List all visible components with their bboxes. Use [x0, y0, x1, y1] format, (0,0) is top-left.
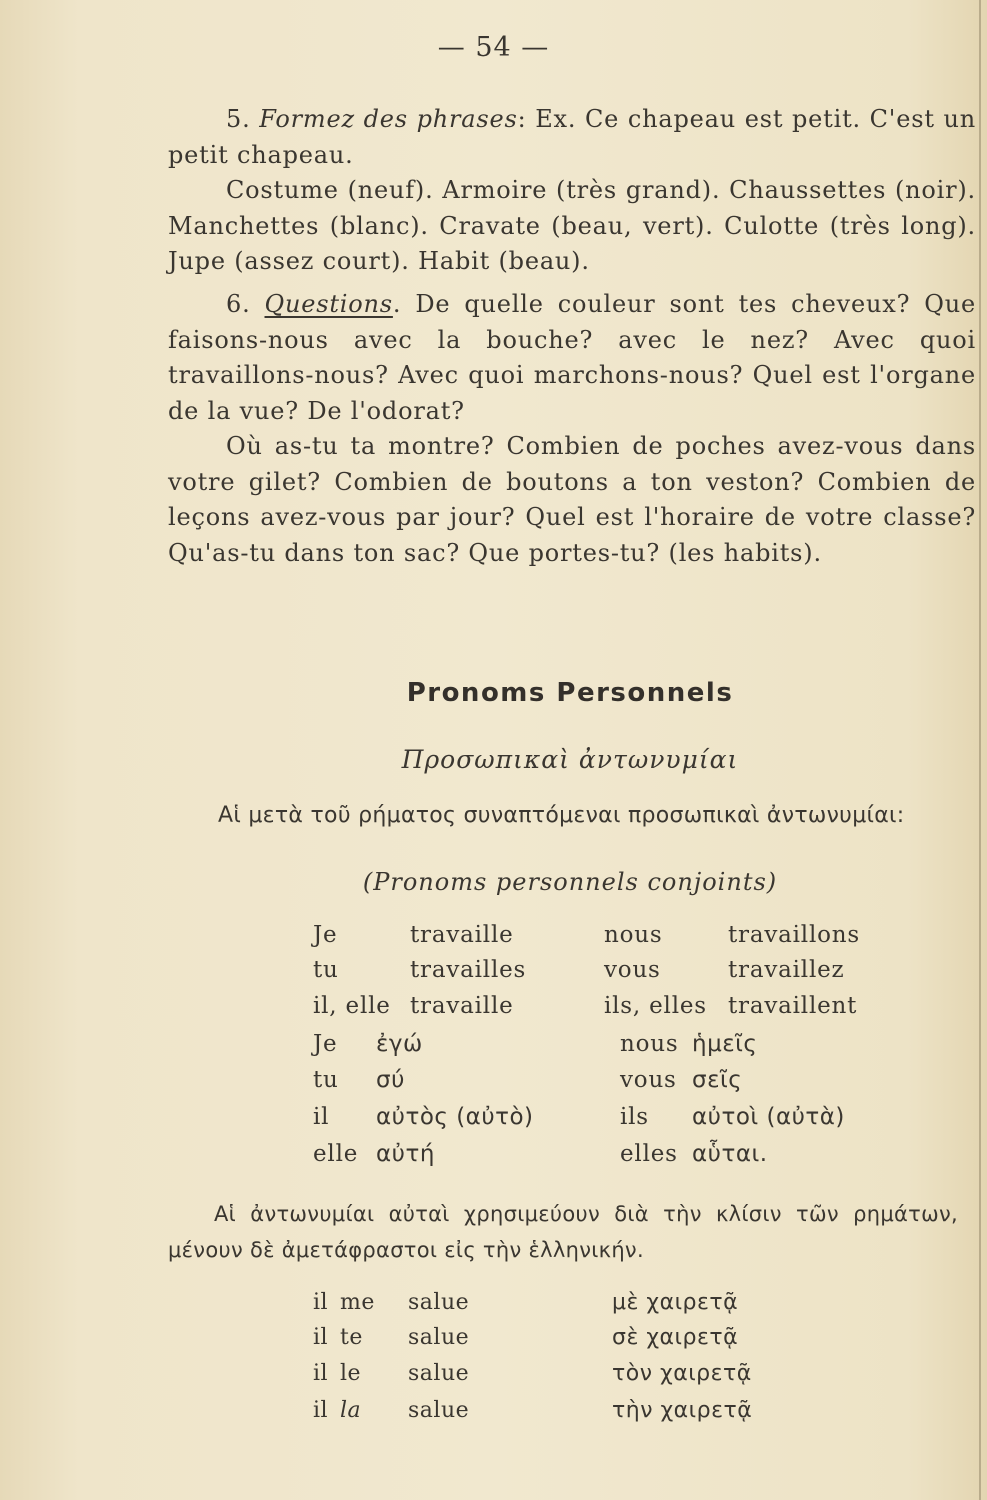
salue-verb: salue	[408, 1398, 470, 1423]
section-subtitle: (Pronoms personnels conjoints)	[362, 868, 778, 896]
salue-pronoun: me	[340, 1290, 375, 1315]
trans-right-greek: αὐτοὶ (αὐτὰ)	[692, 1104, 845, 1130]
trans-right-french: vous	[620, 1067, 677, 1093]
salue-il: il	[313, 1290, 329, 1315]
salue-il: il	[313, 1398, 329, 1423]
conj-left-verb: travailles	[410, 957, 527, 983]
salue-greek: μὲ χαιρετᾷ	[612, 1290, 739, 1315]
conj-left-pronoun: Je	[313, 922, 338, 948]
exercise-6-questions-text: Où as-tu ta montre? Combien de poches avez-vous dans votre gilet? Combien de boutons a ton veston? Combien de leçons avez-vous par jour? Quel est l'horaire de votre classe? Qu'as-tu dans ton sac? Que portes-tu? (les habits).	[168, 432, 976, 567]
conj-right-verb: travaillent	[728, 993, 858, 1019]
exercise-6-number: 6.	[226, 290, 251, 318]
trans-left-greek: αὐτή	[376, 1141, 435, 1167]
exercise-5-number: 5.	[226, 105, 251, 133]
exercise-5-items-text: Costume (neuf). Armoire (très grand). Chaussettes (noir). Manchettes (blanc). Cravate (beau, vert). Culotte (très long). Jupe (assez court). Habit (beau).	[168, 176, 976, 275]
trans-left-greek: αὐτὸς (αὐτὸ)	[376, 1104, 534, 1130]
exercise-5-text: : Ex. Ce chapeau est petit. C'est un petit chapeau.	[168, 105, 976, 169]
exercise-5-label: Formez des phrases	[259, 105, 518, 133]
conj-left-pronoun: il, elle	[313, 993, 391, 1019]
exercise-6-text: . De quelle couleur sont tes cheveux? Que faisons-nous avec la bouche? avec le nez? Avec quoi travaillons-nous? Avec quoi marchons-nous? Quel est l'organe de la vue? De l'odorat?	[168, 290, 976, 425]
page-number: — 54 —	[437, 32, 550, 63]
trans-right-greek: αὗται.	[692, 1141, 768, 1167]
greek-title: Προσωπικαὶ ἀντωνυμίαι	[401, 745, 739, 774]
conj-right-pronoun: vous	[604, 957, 661, 983]
salue-greek: τὴν χαιρετᾷ	[612, 1398, 753, 1423]
trans-right-french: elles	[620, 1141, 678, 1167]
conj-left-pronoun: tu	[313, 957, 339, 983]
trans-right-greek: σεῖς	[692, 1067, 743, 1093]
conj-right-verb: travaillons	[728, 922, 860, 948]
exercise-6-questions	[168, 429, 976, 571]
salue-pronoun: te	[340, 1325, 363, 1350]
trans-right-greek: ἡμεῖς	[692, 1031, 758, 1057]
salue-pronoun: la	[340, 1398, 362, 1423]
salue-greek: τὸν χαιρετᾷ	[612, 1361, 752, 1386]
trans-left-french: Je	[313, 1031, 338, 1057]
trans-left-french: il	[313, 1104, 330, 1130]
salue-verb: salue	[408, 1290, 470, 1315]
greek-paragraph-text: Αἱ ἀντωνυμίαι αὐταὶ χρησιμεύουν διὰ τὴν κλίσιν τῶν ρημάτων, μένουν δὲ ἀμετάφραστοι εἰς τὴν ἑλληνικήν.	[168, 1202, 958, 1262]
exercise-6-label: Questions	[264, 290, 393, 318]
salue-verb: salue	[408, 1325, 470, 1350]
salue-il: il	[313, 1361, 329, 1386]
conj-left-verb: travaille	[410, 922, 514, 948]
trans-left-greek: ἐγώ	[376, 1031, 423, 1057]
exercise-5-items	[168, 173, 976, 280]
salue-pronoun: le	[340, 1361, 362, 1386]
salue-verb: salue	[408, 1361, 470, 1386]
exercise-6-paragraph	[168, 287, 976, 429]
exercise-5-paragraph	[168, 102, 976, 173]
trans-right-french: ils	[620, 1104, 649, 1130]
trans-right-french: nous	[620, 1031, 679, 1057]
section-heading: Pronoms Personnels	[406, 678, 734, 708]
salue-greek: σὲ χαιρετᾷ	[612, 1325, 739, 1350]
salue-il: il	[313, 1325, 329, 1350]
greek-paragraph	[168, 1196, 958, 1268]
trans-left-french: elle	[313, 1141, 359, 1167]
conj-right-verb: travaillez	[728, 957, 845, 983]
conj-right-pronoun: nous	[604, 922, 663, 948]
greek-intro-line: Αἱ μετὰ τοῦ ρήματος συναπτόμεναι προσωπικαὶ ἀντωνυμίαι:	[218, 803, 905, 828]
conj-right-pronoun: ils, elles	[604, 993, 707, 1019]
trans-left-french: tu	[313, 1067, 339, 1093]
conj-left-verb: travaille	[410, 993, 514, 1019]
trans-left-greek: σύ	[376, 1067, 405, 1093]
